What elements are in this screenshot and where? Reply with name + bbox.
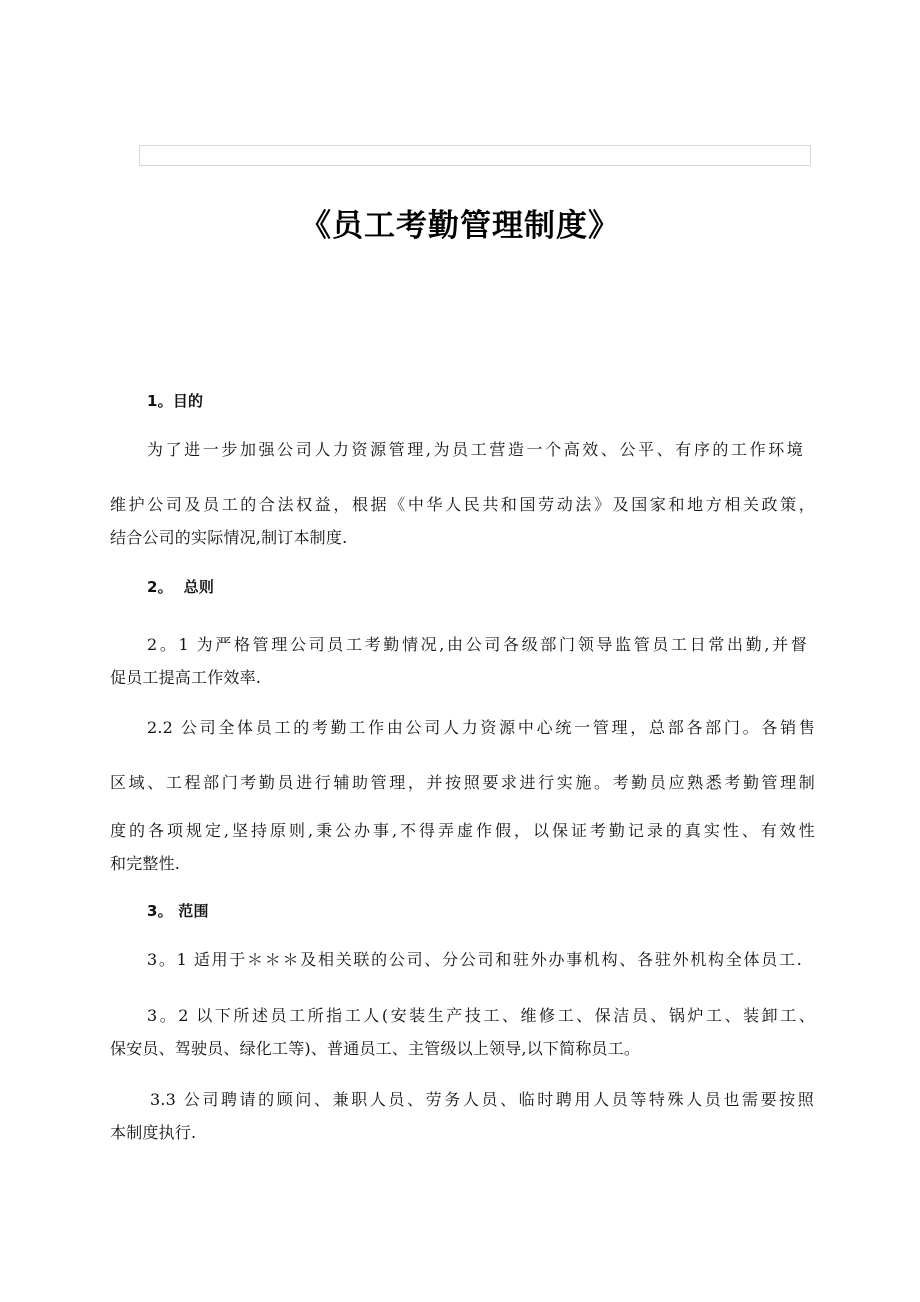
- paragraph-line: 区域、工程部门考勤员进行辅助管理，并按照要求进行实施。考勤员应熟悉考勤管理制: [110, 773, 815, 792]
- paragraph-line: 为了进一步加强公司人力资源管理,为员工营造一个高效、公平、有序的工作环境: [147, 440, 803, 459]
- paragraph-line: 2。1 为严格管理公司员工考勤情况,由公司各级部门领导监管员工日常出勤,并督: [147, 635, 807, 654]
- paragraph-line: 保安员、驾驶员、绿化工等)、普通员工、主管级以上领导,以下简称员工。: [110, 1039, 641, 1058]
- section-heading-general: 2。 总则: [147, 578, 215, 596]
- section-heading-purpose: 1。目的: [147, 392, 204, 410]
- paragraph-line: 促员工提高工作效率.: [110, 668, 262, 687]
- document-title: 《员工考勤管理制度》: [300, 208, 620, 244]
- paragraph-line: 3。2 以下所述员工所指工人(安装生产技工、维修工、保洁员、锅炉工、装卸工、: [147, 1006, 815, 1025]
- section-heading-scope: 3。 范围: [147, 902, 209, 920]
- paragraph-line: 度的各项规定,坚持原则,秉公办事,不得弄虚作假，以保证考勤记录的真实性、有效性: [110, 821, 815, 840]
- paragraph-line: 本制度执行.: [110, 1123, 197, 1142]
- paragraph-line: 结合公司的实际情况,制订本制度.: [110, 528, 348, 547]
- paragraph-line: 和完整性.: [110, 854, 181, 873]
- paragraph-line: 2.2 公司全体员工的考勤工作由公司人力资源中心统一管理，总部各部门。各销售: [147, 718, 815, 737]
- paragraph-line: 维护公司及员工的合法权益，根据《中华人民共和国劳动法》及国家和地方相关政策，: [110, 495, 815, 514]
- header-box: [139, 145, 811, 166]
- paragraph-line: 3。1 适用于＊＊＊及相关联的公司、分公司和驻外办事机构、各驻外机构全体员工.: [147, 950, 802, 969]
- paragraph-line: 3.3 公司聘请的顾问、兼职人员、劳务人员、临时聘用人员等特殊人员也需要按照: [150, 1090, 814, 1109]
